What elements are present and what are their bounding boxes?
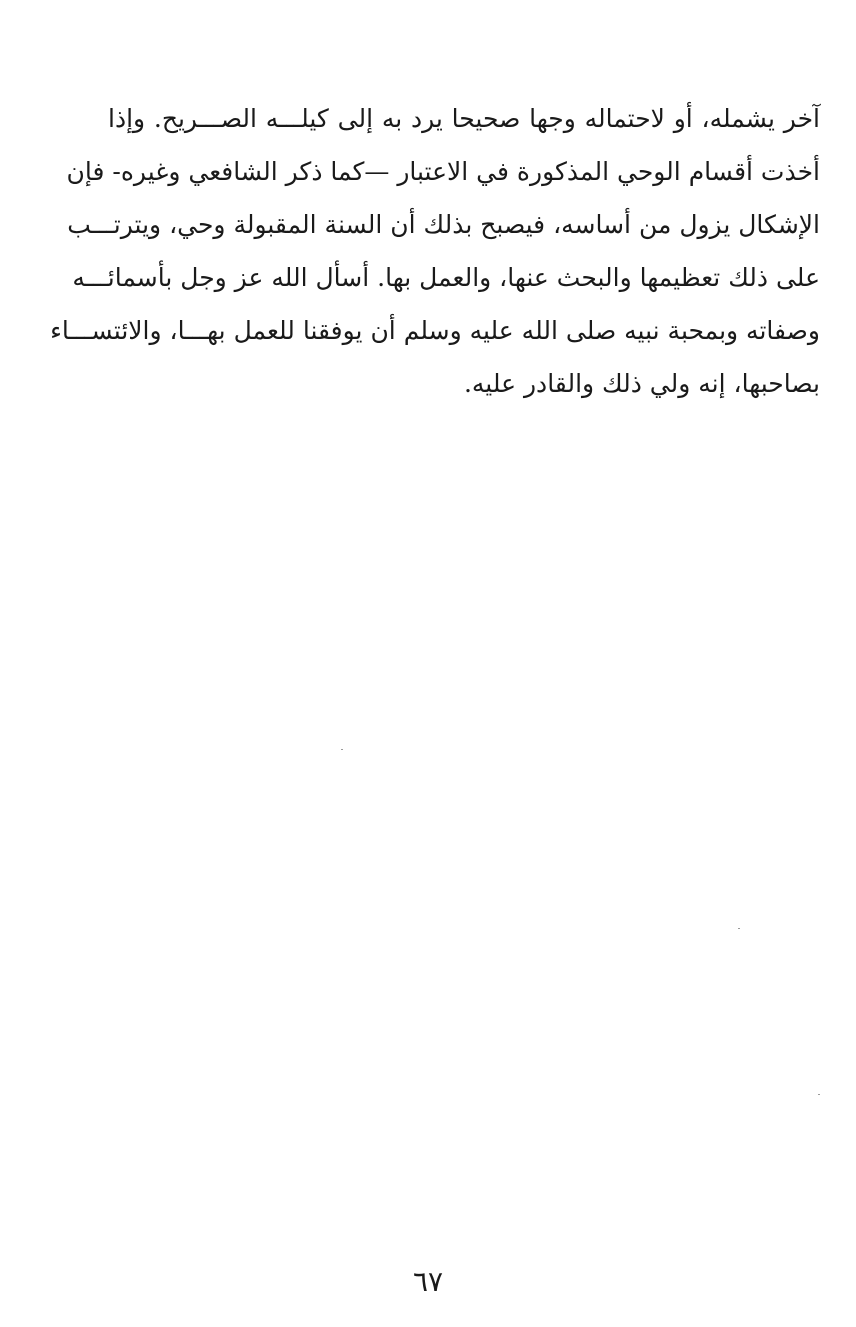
text-line: الإشكال يزول من أساسه، فيصبح بذلك أن السنة المقبولة وحي، ويترتـــب [67,210,820,239]
body-paragraph [50,92,820,410]
scan-speck [341,749,343,750]
scan-speck [818,1094,820,1095]
page-number: ٦٧ [412,1265,444,1298]
text-line: وصفاته وبمحبة نبيه صلى الله عليه وسلم أن يوفقنا للعمل بهـــا، والائتســـاء [50,316,820,345]
text-line: أخذت أقسام الوحي المذكورة في الاعتبار —كما ذكر الشافعي وغيره- فإن [66,157,820,186]
text-line: آخر يشمله، أو لاحتماله وجها صحيحا يرد به إلى كيلـــه الصـــريح. وإذا [108,104,820,133]
text-line: على ذلك تعظيمها والبحث عنها، والعمل بها. أسأل الله عز وجل بأسمائـــه [72,263,820,292]
scan-speck [738,928,740,929]
text-line: بصاحبها، إنه ولي ذلك والقادر عليه. [463,369,820,398]
